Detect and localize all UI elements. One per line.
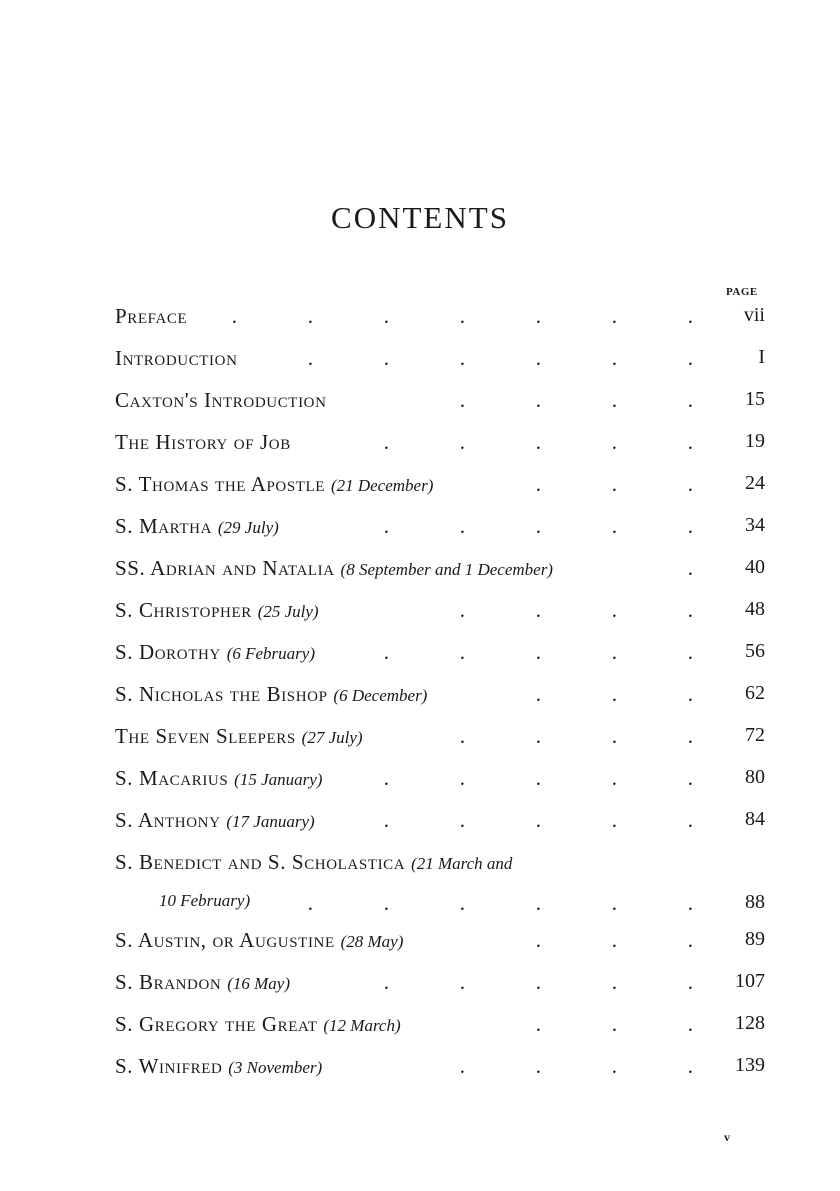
entry-page: 56 [745,640,765,662]
entry-page: 88 [745,891,765,913]
entry-date: (16 May) [227,974,290,993]
leader-dots: . . . . [459,724,693,748]
toc-entry [115,594,775,636]
entry-title: SS. Adrian and Natalia [115,556,335,580]
toc-list [115,300,775,1092]
entry-page: 15 [745,388,765,410]
entry-title: Preface [115,304,188,328]
toc-entry [115,510,775,552]
leader-dots: . . . [535,472,693,496]
entry-title: S. Austin, or Augustine [115,928,335,952]
entry-date: (21 March and [411,854,513,873]
entry-title: S. Nicholas the Bishop [115,682,328,706]
entry-page: 80 [745,766,765,788]
entry-date: (27 July) [301,728,363,747]
entry-date: (29 July) [217,518,279,537]
leader-dots: . . . . . [383,430,693,454]
entry-title: S. Dorothy [115,640,221,664]
leader-dots: . . . [535,928,693,952]
entry-page: 89 [745,928,765,950]
leader-dots: . . . . . [383,640,693,664]
entry-page: 84 [745,808,765,830]
entry-title: S. Winifred [115,1054,223,1078]
entry-date: (28 May) [340,932,404,951]
entry-page: 19 [745,430,765,452]
entry-title: S. Christopher [115,598,252,622]
toc-entry [115,762,775,804]
toc-entry [115,342,775,384]
leader-dots: . . . [535,1012,693,1036]
entry-title: The History of Job [115,430,291,454]
toc-entry [115,678,775,720]
entry-date-continued: 10 February) [159,891,251,910]
entry-page: 139 [735,1054,765,1076]
toc-entry [115,804,775,846]
entry-date: (21 December) [330,476,434,495]
entry-date: (15 January) [234,770,323,789]
leader-dots: . . . . [459,1054,693,1078]
toc-entry [115,1008,775,1050]
entry-page: 40 [745,556,765,578]
entry-page: vii [743,304,765,326]
toc-entry [115,1050,775,1092]
toc-entry [115,552,775,594]
entry-page: 48 [745,598,765,620]
leader-dots: . . . [535,682,693,706]
entry-title: S. Gregory the Great [115,1012,318,1036]
page-title: CONTENTS [331,200,509,235]
toc-entry [115,924,775,966]
toc-entry [115,300,775,342]
leader-dots: . . . . [459,598,693,622]
entry-date: (25 July) [257,602,319,621]
entry-title: Introduction [115,346,238,370]
toc-entry [115,426,775,468]
entry-page: 107 [735,970,765,992]
entry-page: I [758,346,765,368]
entry-page: 72 [745,724,765,746]
toc-entry [115,846,775,924]
leader-dots: . . . . . [383,514,693,538]
leader-dots: . [687,556,693,580]
entry-date: (12 March) [323,1016,401,1035]
toc-entry [115,966,775,1008]
leader-dots: . . . . . . . [231,304,693,328]
toc-entry [115,384,775,426]
entry-title: S. Macarius [115,766,229,790]
entry-title: S. Anthony [115,808,221,832]
leader-dots: . . . . . . [307,891,693,915]
toc-entry [115,636,775,678]
entry-title: S. Thomas the Apostle [115,472,326,496]
entry-date: (3 November) [228,1058,323,1077]
leader-dots: . . . . . [383,766,693,790]
entry-page: 34 [745,514,765,536]
toc-entry [115,468,775,510]
entry-date: (6 February) [226,644,315,663]
entry-date: (6 December) [333,686,428,705]
entry-title: S. Martha [115,514,213,538]
leader-dots: . . . . [459,388,693,412]
entry-title: S. Benedict and S. Scholastica [115,850,406,874]
folio-number: v [724,1130,730,1144]
leader-dots: . . . . . [383,808,693,832]
page-column-header: PAGE [726,286,758,298]
toc-entry [115,720,775,762]
entry-page: 128 [735,1012,765,1034]
leader-dots: . . . . . [383,970,693,994]
entry-page: 62 [745,682,765,704]
entry-page: 24 [745,472,765,494]
entry-date: (8 September and 1 December) [340,560,553,579]
leader-dots: . . . . . . [307,346,693,370]
entry-title: Caxton's Introduction [115,388,327,412]
entry-title: S. Brandon [115,970,222,994]
entry-date: (17 January) [226,812,315,831]
entry-title: The Seven Sleepers [115,724,296,748]
